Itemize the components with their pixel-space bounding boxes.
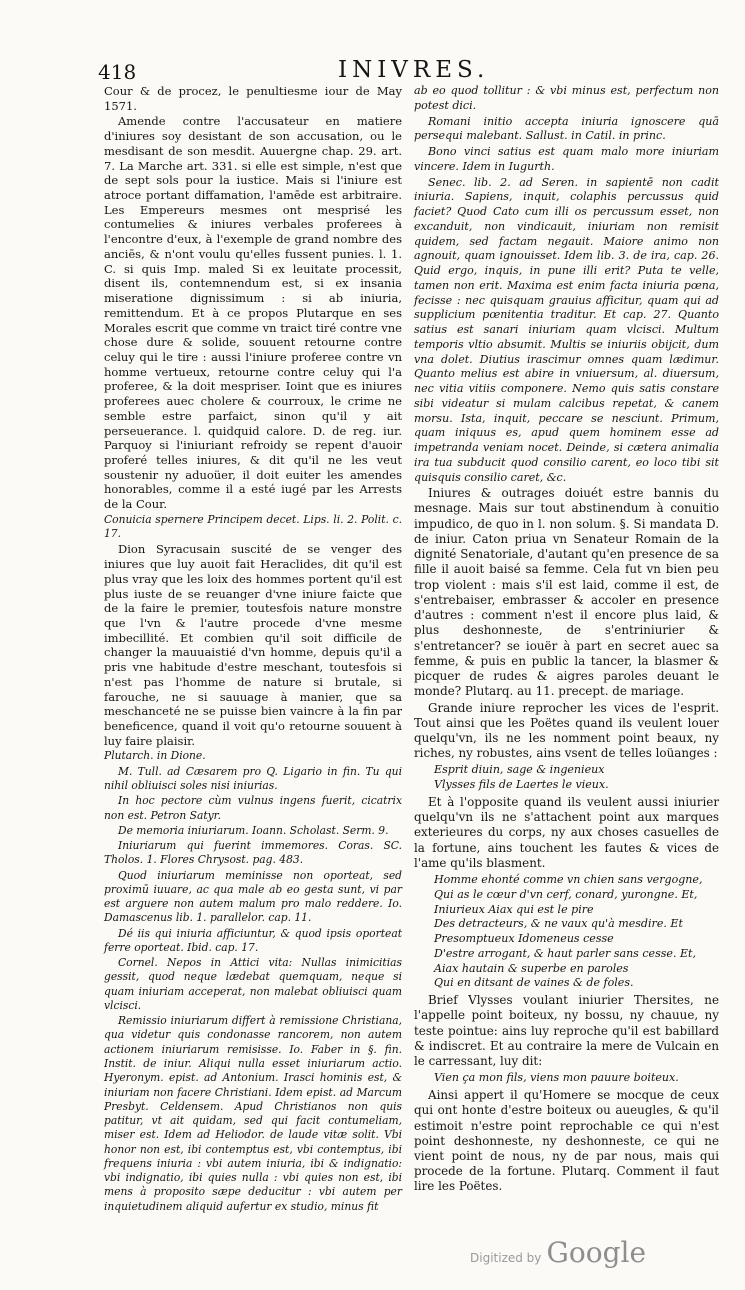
right-column-paragraph: Iniures & outrages doiuét estre bannis du mesnage. Mais sur tout abstinendum à conuitio impudico, de quo in l. non solum. §. Si mandata D. de iniur. Caton priua vn Senateur Romain de la dignité Senatoriale, d'autant qu'en presence de sa fille il auoit baisé sa femme. Cela fut vn bien peu trop violent : mais s'il est laid, comme il est, de s'entrebaiser, embrasser & accoler en presence d'autres : comment n'est il encore plus laid, & plus deshonneste, de s'entriniurier & s'entretancer? se iouër à part en secret auec sa femme, & puis en public la tancer, la blasmer & picquer de rudes & aigres paroles deuant le monde? Plutarq. au 11. precept. de mariage.	[414, 486, 719, 699]
right-column-paragraph: Romani initio accepta iniuria ignoscere quā persequi malebant. Sallust. in Catil. in princ.	[414, 114, 719, 143]
verse-line: Presomptueux Idomeneus cesse	[434, 932, 614, 946]
left-column-paragraph: Dion Syracusain suscité de se venger des iniures que luy auoit fait Heraclides, dit qu'il est plus vray que les loix des hommes portent qu'il est plus iuste de se reuanger d'vne iniure faicte que de la faire le premier, toutesfois nature monstre que l'vn & l'autre procede d'vne mesme imbecillité. Et combien qu'il soit difficile de changer la mauuaistié d'vn homme, depuis qu'il a pris vne habitude d'estre meschant, toutesfois si n'est pas l'homme de nature si brutale, si farouche, ne si sauuage à manier, que sa meschanceté ne se puisse bien vaincre à la fin par beneficence, quand il voit qu'o retourne souuent à luy faire plaisir.	[104, 542, 402, 748]
right-column	[414, 84, 719, 1196]
verse-line: Vlysses fils de Laertes le vieux.	[434, 778, 609, 792]
watermark-brand: Google	[546, 1236, 647, 1269]
right-column-paragraph: Brief Vlysses voulant iniurier Thersites, ne l'appelle point boiteux, ny bossu, ny chauue, ny teste pointue: ains luy reproche qu'il est babillard & indiscret. Et au contraire la mere de Vulcain en le carressant, luy dit:	[414, 993, 719, 1069]
right-column-paragraph: Bono vinci satius est quam malo more iniuriam vincere. Idem in Iugurth.	[414, 145, 719, 173]
watermark-prefix: Digitized by	[470, 1251, 542, 1265]
left-column-paragraph: Iniuriarum qui fuerint immemores. Coras. SC. Tholos. 1. Flores Chrysost. pag. 483.	[104, 839, 402, 867]
verse-line: Des detracteurs, & ne vaux qu'à mesdire. Et	[434, 917, 683, 931]
right-column-verse-block	[414, 1071, 719, 1086]
verse-line: Vien ça mon fils, viens mon pauure boiteux.	[434, 1071, 679, 1085]
left-column-paragraph: De memoria iniuriarum. Ioann. Scholast. Serm. 9.	[118, 823, 389, 837]
left-column-paragraph: M. Tull. ad Cæsarem pro Q. Ligario in fin. Tu qui nihil obliuisci soles nisi iniurias.	[104, 764, 402, 792]
digitized-by-google-watermark	[470, 1236, 646, 1269]
verse-line: Iniurieux Aiax qui est le pire	[434, 902, 594, 916]
left-column-paragraph: Amende contre l'accusateur en matiere d'iniures soy desistant de son accusation, ou le mesdisant de son mesdit. Auuergne chap. 29. art. 7. La Marche art. 331. si elle est simple, n'est que de sept sols pour la iustice. Mais si l'iniure est atroce portant diffamation, l'amēde est arbitraire. Les Empereurs mesmes ont mesprisé les contumelies & iniures verbales proferees à l'encontre d'eux, à l'exemple de grand nombre des anciēs, & n'ont voulu qu'elles fussent punies. l. 1. C. si quis Imp. maled Si ex leuitate processit, disent ils, contemnendum est, si ex insania miseratione dignissimum : si ab iniuria, remittendum. Et à ce propos Plutarque en ses Morales escrit que comme vn traict tiré contre vne chose dure & solide, souuent retourne contre celuy qui le tire : aussi l'iniure proferee contre vn homme vertueux, retourne contre celuy qui l'a proferee, & la doit mespriser. Ioint que es iniures proferees auec cholere & courroux, le crime ne semble estre parfaict, sinon qu'il y ait perseuerance. l. quidquid calore. D. de reg. iur. Parquoy si l'iniuriant refroidy se repent d'auoir proferé telles iniures, & dit qu'il ne les veut soustenir ny aduoüer, il doit euiter les amendes honorables, comme il a esté iugé par les Arrests de la Cour.	[104, 114, 402, 512]
left-column-paragraph: Conuicia spernere Principem decet. Lips. li. 2. Polit. c. 17.	[104, 512, 402, 541]
page-number: 418	[98, 60, 137, 84]
verse-line: Qui as le cœur d'vn cerf, conard, yurongne. Et,	[434, 887, 698, 901]
verse-line: D'estre arrogant, & haut parler sans cesse. Et,	[434, 946, 697, 960]
right-column-paragraph: Et à l'opposite quand ils veulent aussi iniurier quelqu'vn ils ne s'attachent point aux marques exterieures du corps, ny aux choses casuelles de la fortune, ains touchent les fautes & vices de l'ame qu'ils blasment.	[414, 794, 719, 870]
left-column-paragraph: Remissio iniuriarum differt à remissione Christiana, qua videtur quis condonasse rancorem, non autem actionem iniuriarum remisisse. Io. Faber in §. fin. Instit. de iniur. Aliqui nulla esset iniuriarum actio. Hyeronym. epist. ad Antonium. Irasci hominis est, & iniuriam non facere Christiani. Idem epist. ad Marcum Presbyt. Celdensem. Apud Christianos non quis patitur, vt ait quidam, sed qui facit contumeliam, miser est. Idem ad Heliodor. de laude vitæ solit. Vbi honor non est, ibi contemptus est, vbi contemptus, ibi frequens iniuria : vbi autem iniuria, ibi & indignatio: vbi indignatio, ibi quies nulla : vbi quies non est, ibi mens à proposito sæpe deducitur : vbi autem per inquietudinem aliquid aufertur ex studio, minus fit	[104, 1014, 402, 1213]
verse-line: Qui en ditsant de vaines & de foles.	[434, 976, 634, 990]
right-column-verse-block	[414, 763, 719, 793]
right-column-paragraph: Senec. lib. 2. ad Seren. in sapientē non cadit iniuria. Sapiens, inquit, colaphis percussus quid faciet? Quod Cato cum illi os percussum esset, non excanduit, non vindicauit, iniuriam non remisit quidem, sed factam negauit. Maiore animo non agnouit, quam ignouisset. Idem lib. 3. de ira, cap. 26. Quid ergo, inquis, in pune illi erit? Puta te velle, tamen non erit. Maxima est enim facta iniuria pœna, fecisse : nec quisquam grauius afficitur, quam qui ad supplicium pœnitentia traditur. Et cap. 27. Quanto satius est sanari iniuriam quam vlcisci. Multum temporis vltio absumit. Multis se iniuriis obijcit, dum vna dolet. Diutius irascimur omnes quam lædimur. Quanto melius est abire in vniuersum, al. diuersum, nec vitia vitiis componere. Nemo quis satis constare sibi videatur si mulam calcibus repetat, & canem morsu. Ista, inquit, peccare se nesciunt. Primum, quam iniquus es, apud quem hominem esse ad impetranda veniam nocet. Deinde, si cætera animalia ira tua subducit quod consilio carent, eo loco tibi sit quisquis consilio caret, &c.	[414, 175, 719, 484]
left-column-paragraph: Dé iis qui iniuria afficiuntur, & quod ipsis oporteat ferre oporteat. Ibid. cap. 17.	[104, 926, 402, 954]
verse-line: Esprit diuin, sage & ingenieux	[434, 763, 605, 777]
right-column-paragraph: ab eo quod tollitur : & vbi minus est, perfectum non potest dici.	[414, 84, 719, 112]
left-column	[104, 84, 402, 1215]
left-column-paragraph: Quod iniuriarum meminisse non oporteat, sed proximū iuuare, ac qua male ab eo gesta sunt, vi par est arguere non autem malum pro malo reddere. Io. Damascenus lib. 1. parallelor. cap. 11.	[104, 868, 402, 925]
right-column-verse-block	[414, 873, 719, 991]
running-title: INIVRES.	[338, 57, 490, 83]
right-column-paragraph: Ainsi appert il qu'Homere se mocque de ceux qui ont honte d'estre boiteux ou aueugles, & qu'il estimoit n'estre point reprochable ce qui n'est point deshonneste, ny deshonneste, ce qui ne vient point de nous, ny de par nous, mais qui procede de la fortune. Plutarq. Comment il faut lire les Poëtes.	[414, 1088, 719, 1194]
left-column-paragraph: In hoc pectore cùm vulnus ingens fuerit, cicatrix non est. Petron Satyr.	[104, 794, 402, 822]
verse-line: Homme ehonté comme vn chien sans vergogne,	[434, 873, 703, 887]
left-column-paragraph: Cornel. Nepos in Attici vita: Nullas inimicitias gessit, quod neque lædebat quemquam, neque si quam iniuriam acceperat, non malebat obliuisci quam vlcisci.	[104, 956, 402, 1012]
left-column-paragraph: Plutarch. in Dione.	[104, 749, 206, 763]
left-column-paragraph: Cour & de procez, le penultiesme iour de May 1571.	[104, 84, 402, 113]
verse-line: Aiax hautain & superbe en paroles	[434, 961, 629, 975]
right-column-paragraph: Grande iniure reprocher les vices de l'esprit. Tout ainsi que les Poëtes quand ils veulent louer quelqu'vn, ils ne les nomment point beaux, ny riches, ny robustes, ains vsent de telles loüanges :	[414, 700, 719, 761]
